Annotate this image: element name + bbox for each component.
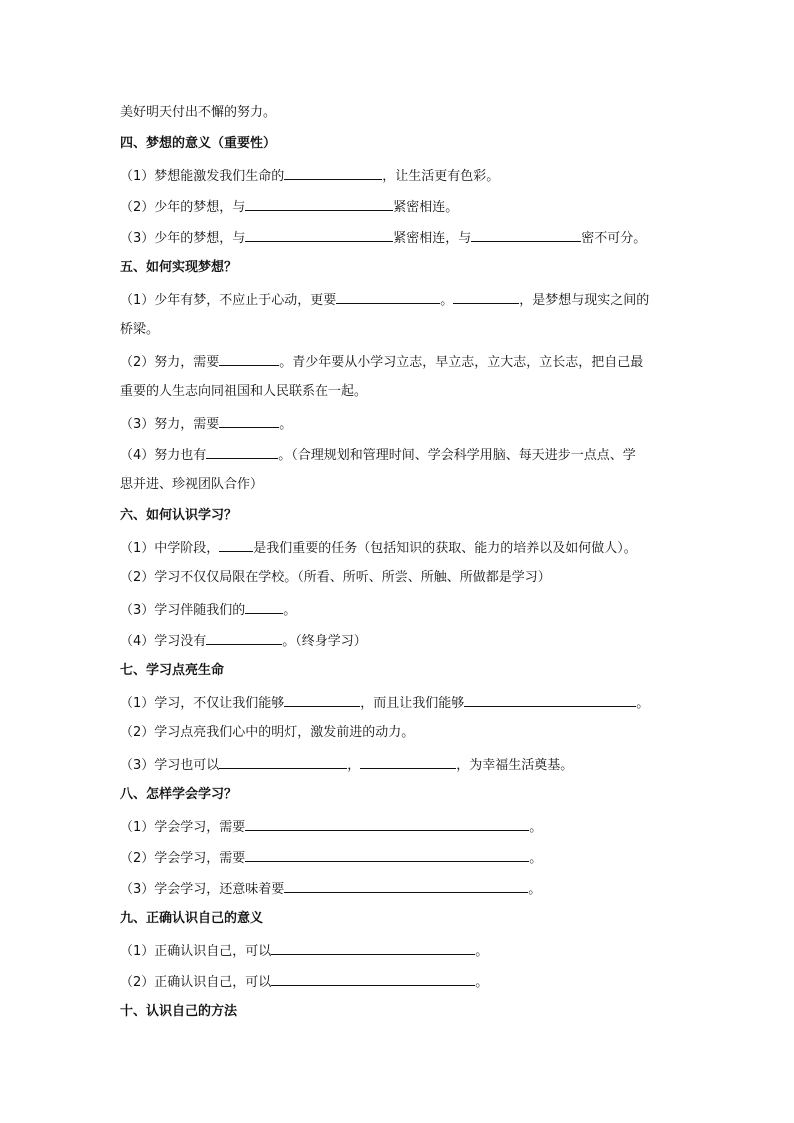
line-text: （1）少年有梦，不应止于心动，更要	[120, 293, 337, 308]
fill-in-blank[interactable]	[206, 445, 278, 459]
text-line	[120, 414, 700, 434]
line-text: （2）少年的梦想，与	[120, 200, 246, 215]
line-text: 。	[440, 293, 454, 308]
line-text: 六、如何认识学习？	[120, 508, 238, 523]
line-text: 重要的人生志向同祖国和人民联系在一起。	[120, 384, 368, 399]
line-text: （3）努力，需要	[120, 417, 220, 432]
line-text: 。	[529, 820, 543, 835]
line-text: （3）少年的梦想，与	[120, 231, 246, 246]
line-text: 九、正确认识自己的意义	[120, 911, 264, 926]
line-text: （3）学习也可以	[120, 758, 220, 773]
fill-in-blank[interactable]	[245, 817, 529, 831]
text-line	[120, 352, 700, 372]
text-line	[120, 197, 700, 217]
text-line	[120, 631, 700, 651]
fill-in-blank[interactable]	[206, 631, 282, 645]
text-line	[120, 848, 700, 868]
fill-in-blank[interactable]	[336, 290, 440, 304]
section-heading	[120, 135, 700, 153]
text-line	[120, 600, 700, 620]
text-line	[120, 104, 700, 122]
fill-in-blank[interactable]	[464, 693, 636, 707]
fill-in-blank[interactable]	[284, 693, 360, 707]
section-heading	[120, 507, 700, 525]
text-line	[120, 321, 700, 339]
line-text: 。	[636, 696, 650, 711]
line-text: （1）中学阶段，	[120, 541, 220, 556]
text-line	[120, 445, 700, 465]
line-text: 。青少年要从小学习立志，早立志，立大志，立长志，把自己最	[279, 355, 644, 370]
text-line	[120, 538, 700, 558]
line-text: ，而且让我们能够	[360, 696, 465, 711]
line-text: 。	[528, 882, 542, 897]
line-text: （4）努力也有	[120, 448, 207, 463]
fill-in-blank[interactable]	[471, 228, 581, 242]
fill-in-blank[interactable]	[219, 414, 279, 428]
line-text: 。（终身学习）	[282, 634, 367, 649]
line-text: （2）学会学习，需要	[120, 851, 246, 866]
text-line	[120, 228, 700, 248]
fill-in-blank[interactable]	[284, 879, 528, 893]
line-text: 紧密相连，与	[393, 231, 472, 246]
section-heading	[120, 1003, 700, 1021]
fill-in-blank[interactable]	[453, 290, 519, 304]
line-text: 七、学习点亮生命	[120, 663, 225, 678]
line-text: 美好明天付出不懈的努力。	[120, 105, 277, 120]
line-text: （3）学会学习，还意味着要	[120, 882, 285, 897]
line-text: （1）梦想能激发我们生命的	[120, 169, 285, 184]
text-line	[120, 290, 700, 310]
text-line	[120, 383, 700, 401]
line-text: 是我们重要的任务（包括知识的获取、能力的培养以及如何做人）。	[253, 541, 637, 556]
line-text: ，是梦想与现实之间的	[519, 293, 650, 308]
section-heading	[120, 910, 700, 928]
line-text: 五、如何实现梦想？	[120, 260, 238, 275]
fill-in-blank[interactable]	[271, 972, 475, 986]
line-text: 。（合理规划和管理时间、学会科学用脑、每天进步一点点、学	[278, 448, 636, 463]
line-text: 四、梦想的意义（重要性）	[120, 136, 277, 151]
line-text: （2）正确认识自己，可以	[120, 975, 272, 990]
line-text: （3）学习伴随我们的	[120, 603, 246, 618]
line-text: （1）正确认识自己，可以	[120, 944, 272, 959]
text-line	[120, 166, 700, 186]
fill-in-blank[interactable]	[245, 600, 283, 614]
line-text: 十、认识自己的方法	[120, 1004, 238, 1019]
fill-in-blank[interactable]	[245, 228, 393, 242]
fill-in-blank[interactable]	[360, 755, 456, 769]
fill-in-blank[interactable]	[219, 755, 347, 769]
fill-in-blank[interactable]	[219, 538, 253, 552]
line-text: 。	[475, 944, 489, 959]
line-text: 八、怎样学会学习？	[120, 787, 238, 802]
section-heading	[120, 259, 700, 277]
line-text: 。	[529, 851, 543, 866]
fill-in-blank[interactable]	[245, 197, 393, 211]
line-text: （2）学习不仅仅局限在学校。（所看、所听、所尝、所触、所做都是学习）	[120, 570, 551, 585]
section-heading	[120, 786, 700, 804]
line-text: （1）学会学习，需要	[120, 820, 246, 835]
text-line	[120, 755, 700, 775]
text-line	[120, 569, 700, 587]
section-heading	[120, 662, 700, 680]
line-text: 。	[283, 603, 297, 618]
line-text: ，为幸福生活奠基。	[456, 758, 574, 773]
text-line	[120, 476, 700, 494]
fill-in-blank[interactable]	[245, 848, 529, 862]
text-line	[120, 941, 700, 961]
line-text: ，	[347, 758, 361, 773]
line-text: （2）学习点亮我们心中的明灯，激发前进的动力。	[120, 725, 415, 740]
line-text: （1）学习，不仅让我们能够	[120, 696, 285, 711]
line-text: 密不可分。	[581, 231, 647, 246]
line-text: （2）努力，需要	[120, 355, 220, 370]
text-line	[120, 693, 700, 713]
text-line	[120, 724, 700, 742]
fill-in-blank[interactable]	[284, 166, 382, 180]
line-text: 。	[475, 975, 489, 990]
fill-in-blank[interactable]	[219, 352, 279, 366]
text-line	[120, 972, 700, 992]
line-text: （4）学习没有	[120, 634, 207, 649]
fill-in-blank[interactable]	[271, 941, 475, 955]
text-line	[120, 817, 700, 837]
line-text: 紧密相连。	[393, 200, 459, 215]
line-text: 桥梁。	[120, 322, 160, 337]
line-text: 。	[279, 417, 293, 432]
line-text: 思并进、珍视团队合作）	[120, 477, 264, 492]
line-text: ，让生活更有色彩。	[382, 169, 500, 184]
text-line	[120, 879, 700, 899]
